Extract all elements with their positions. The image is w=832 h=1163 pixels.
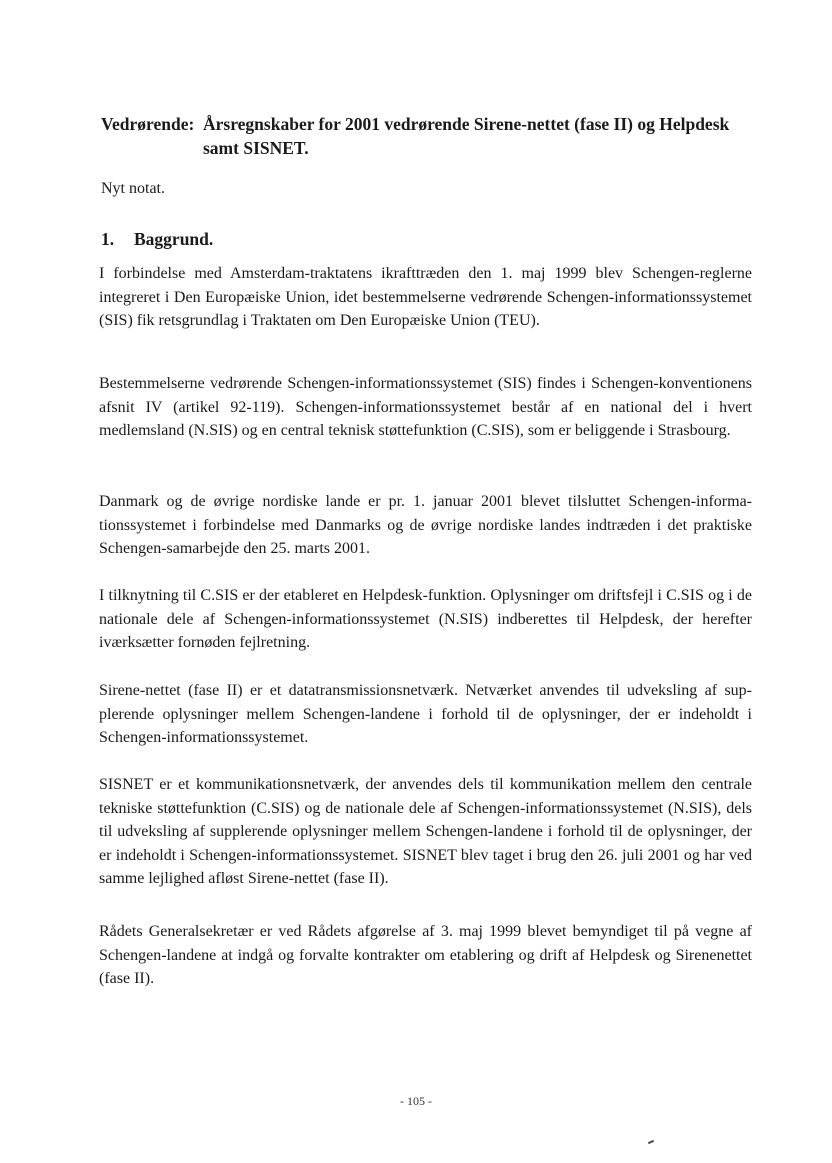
section-title: Baggrund. [134,229,214,249]
scan-mark [648,1140,654,1144]
paragraph-5: Sirene-nettet (fase II) er et datatransmissionsnetværk. Netværket anvendes til udveksling af supplerende oplysninger mellem Schengen-landene i forhold til de oplysninger, der er indeholdt i Schengen-informationssystemet. [99,682,752,746]
note-text: Nyt notat. [101,180,165,197]
subject-label: Vedrørende: [101,114,195,134]
paragraph-1: I forbindelse med Amsterdam-traktatens ikrafttræden den 1. maj 1999 blev Schengen-reglerne integreret i Den Europæiske Union, idet bestemmelserne vedrørende Schengen-informationssystemet (SIS) fik retsgrundlag i Traktaten om Den Europæiske Union (TEU). [99,265,752,329]
section-number: 1. [101,229,115,249]
paragraph-6: SISNET er et kommunikationsnetværk, der anvendes dels til kommunikation mellem den centrale tekniske støttefunktion (C.SIS) og de nationale dele af Schengen-informationssystemet (N.SIS), dels til udveksling af supplerende oplysninger mellem Schengen-landene i forhold til de oplysninger, der er indeholdt i Schengen-informationssystemet. SISNET blev taget i brug den 26. juli 2001 og har ved samme lejlighed afløst Sirene-nettet (fase II). [99,776,752,887]
paragraph-7: Rådets Generalsekretær er ved Rådets afgørelse af 3. maj 1999 blevet bemyndiget til på vegne af Schengen-landene at indgå og forvalte kontrakter om etablering og drift af Helpdesk og Sirenenettet (fase II). [99,923,752,987]
section-heading [101,228,213,250]
subject-line [101,112,761,160]
paragraph-2: Bestemmelserne vedrørende Schengen-informationssystemet (SIS) findes i Schengen-konventionens afsnit IV (artikel 92-119). Schengen-informationssystemet består af en national del i hvert medlemsland (N.SIS) og en central teknisk støttefunktion (C.SIS), som er beliggende i Strasbourg. [99,375,752,439]
paragraph-4: I tilknytning til C.SIS er der etableret en Helpdesk-funktion. Oplysninger om driftsfejl i C.SIS og i de nationale dele af Schengen-informationssystemet (N.SIS) indberettes til Helpdesk, der herefter iværksætter fornøden fejlretning. [99,587,752,651]
paragraph-3: Danmark og de øvrige nordiske lande er pr. 1. januar 2001 blevet tilsluttet Schengen-informationssystemet i forbindelse med Danmarks og de øvrige nordiske landes indtræden i det praktiske Schengen-samarbejde den 25. marts 2001. [99,493,752,557]
subject-text: Årsregnskaber for 2001 vedrørende Sirene-nettet (fase II) og Helpdesk samt SISNET. [203,114,730,158]
page-number: - 105 - [400,1094,432,1108]
